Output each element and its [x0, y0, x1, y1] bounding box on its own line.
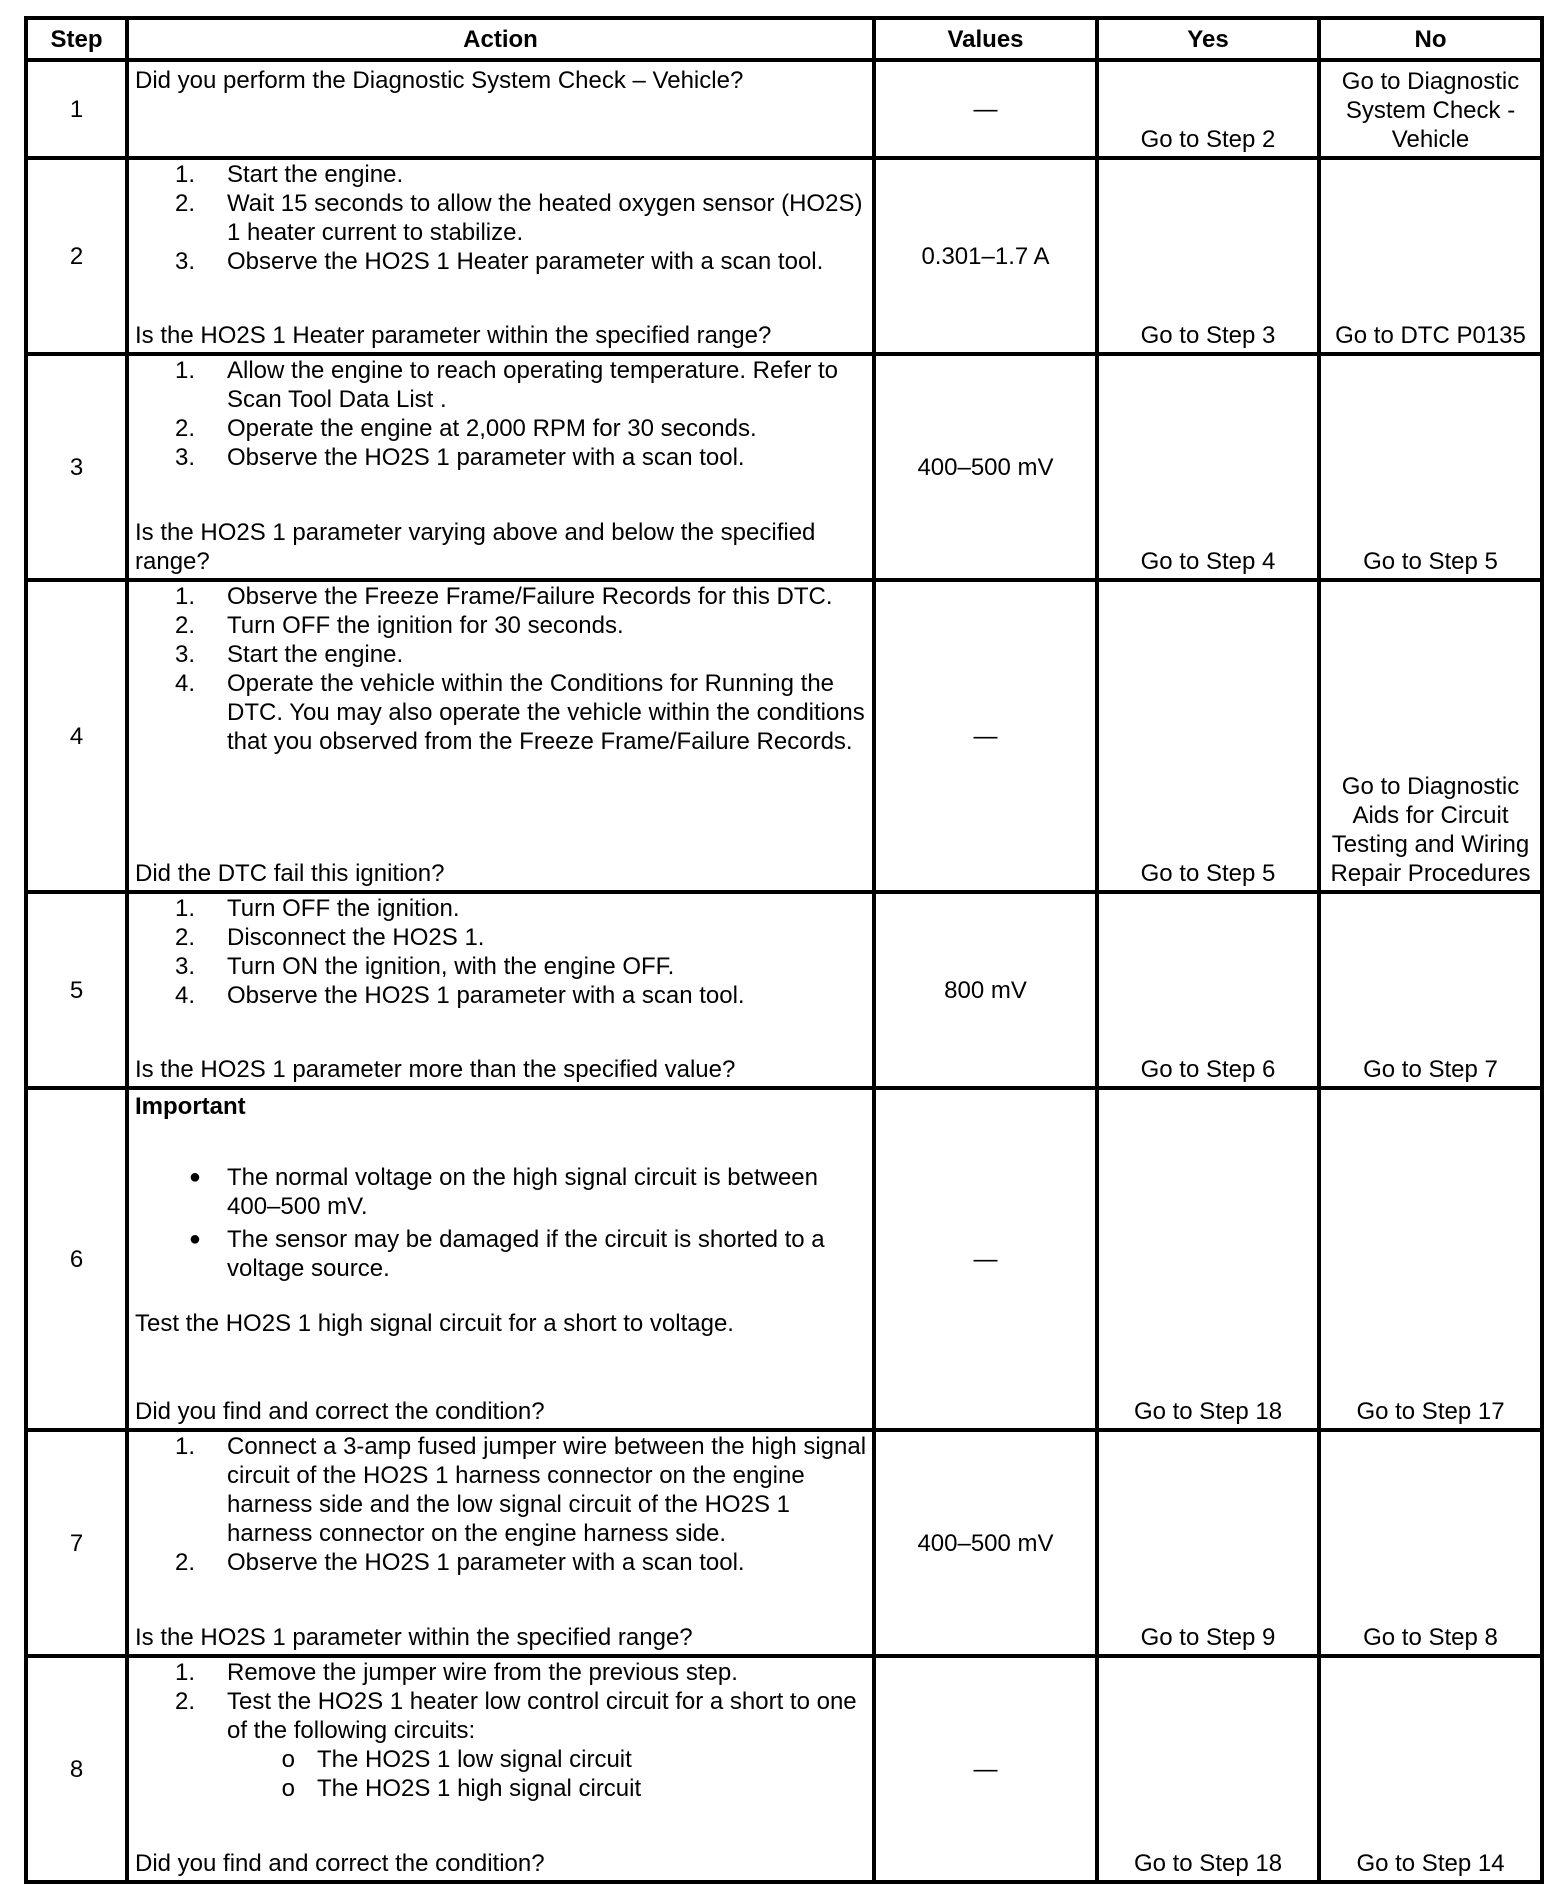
action-cell [127, 60, 874, 158]
table-row [26, 892, 1542, 1088]
header-values: Values [874, 18, 1097, 60]
header-step: Step [26, 18, 127, 60]
step-list [135, 1658, 868, 1745]
question-text: Is the HO2S 1 Heater parameter within the specified range? [135, 322, 772, 349]
yes-cell: Go to Step 3 [1097, 158, 1319, 354]
action-cell [127, 1430, 874, 1656]
bullet-icon: ● [188, 1166, 201, 1188]
values-cell: 400–500 mV [874, 354, 1097, 580]
list-item: 1. Remove the jumper wire from the previous step. [174, 1659, 738, 1686]
no-cell: Go to Step 5 [1319, 354, 1542, 580]
table-row [26, 1656, 1542, 1882]
question-text: Did you perform the Diagnostic System Check – Vehicle? [135, 67, 744, 94]
list-item: 2. Operate the engine at 2,000 RPM for 30 seconds. [174, 415, 757, 442]
diagnostic-table [24, 16, 1544, 1884]
list-item: 3. Turn ON the ignition, with the engine OFF. [174, 953, 675, 980]
list-item: 2. Test the HO2S 1 heater low control circuit for a short to one of the following circuits: [174, 1688, 857, 1744]
table-row [26, 158, 1542, 354]
step-list [135, 582, 868, 756]
action-cell [127, 354, 874, 580]
question-text: Did you find and correct the condition? [135, 1850, 545, 1877]
table-row [26, 60, 1542, 158]
action-cell [127, 1088, 874, 1430]
values-cell: 400–500 mV [874, 1430, 1097, 1656]
header-action: Action [127, 18, 874, 60]
list-item: 4. Operate the vehicle within the Conditions for Running the DTC. You may also operate the vehicle within the conditions that you observed from the Freeze Frame/Failure Records. [174, 670, 865, 755]
sub-list [135, 1745, 868, 1803]
step-number: 6 [26, 1088, 127, 1430]
list-item: ● The sensor may be damaged if the circuit is shorted to a voltage source. [135, 1225, 868, 1283]
table-row [26, 354, 1542, 580]
list-item: 1. Connect a 3-amp fused jumper wire between the high signal circuit of the HO2S 1 harness connector on the engine harness side and the low signal circuit of the HO2S 1 harness connector on the engine harness side. [174, 1433, 867, 1547]
no-cell: Go to Diagnostic System Check - Vehicle [1319, 60, 1542, 158]
values-cell: 0.301–1.7 A [874, 158, 1097, 354]
yes-cell: Go to Step 2 [1097, 60, 1319, 158]
list-item: 1. Allow the engine to reach operating temperature. Refer to Scan Tool Data List . [174, 357, 839, 413]
yes-cell: Go to Step 5 [1097, 580, 1319, 892]
list-item: 3. Observe the HO2S 1 parameter with a scan tool. [174, 444, 745, 471]
no-cell: Go to Step 17 [1319, 1088, 1542, 1430]
no-cell: Go to Step 7 [1319, 892, 1542, 1088]
list-item: 4. Observe the HO2S 1 parameter with a scan tool. [174, 982, 745, 1009]
list-item: o The HO2S 1 low signal circuit [135, 1745, 868, 1774]
list-item: 2. Observe the HO2S 1 parameter with a scan tool. [174, 1549, 745, 1576]
header-no: No [1319, 18, 1542, 60]
values-cell: — [874, 1088, 1097, 1430]
header-row [26, 18, 1542, 60]
no-cell: Go to Step 14 [1319, 1656, 1542, 1882]
action-cell [127, 580, 874, 892]
table-row [26, 1430, 1542, 1656]
question-text: Is the HO2S 1 parameter varying above and below the specified range? [135, 519, 816, 575]
values-cell: 800 mV [874, 892, 1097, 1088]
list-item: 1. Start the engine. [174, 161, 404, 188]
step-number: 8 [26, 1656, 127, 1882]
action-cell [127, 1656, 874, 1882]
list-item: 2. Wait 15 seconds to allow the heated oxygen sensor (HO2S) 1 heater current to stabilize. [174, 190, 863, 246]
values-cell: — [874, 580, 1097, 892]
yes-cell: Go to Step 6 [1097, 892, 1319, 1088]
values-cell: — [874, 60, 1097, 158]
action-cell [127, 158, 874, 354]
values-cell: — [874, 1656, 1097, 1882]
circle-bullet-icon: o [281, 1746, 295, 1773]
table-row [26, 580, 1542, 892]
yes-cell: Go to Step 18 [1097, 1656, 1319, 1882]
step-number: 5 [26, 892, 127, 1088]
step-number: 3 [26, 354, 127, 580]
no-cell: Go to Diagnostic Aids for Circuit Testing and Wiring Repair Procedures [1319, 580, 1542, 892]
list-item: 3. Observe the HO2S 1 Heater parameter with a scan tool. [174, 248, 824, 275]
question-text: Did you find and correct the condition? [135, 1398, 545, 1425]
test-instruction: Test the HO2S 1 high signal circuit for a short to voltage. [135, 1310, 734, 1337]
step-number: 1 [26, 60, 127, 158]
no-cell: Go to Step 8 [1319, 1430, 1542, 1656]
step-list [135, 160, 868, 276]
list-item: ● The normal voltage on the high signal circuit is between 400–500 mV. [135, 1163, 868, 1221]
question-text: Is the HO2S 1 parameter within the specified range? [135, 1624, 693, 1651]
step-list [135, 894, 868, 1010]
list-item: 1. Observe the Freeze Frame/Failure Records for this DTC. [174, 583, 833, 610]
list-item: 1. Turn OFF the ignition. [174, 895, 460, 922]
step-number: 7 [26, 1430, 127, 1656]
no-cell: Go to DTC P0135 [1319, 158, 1542, 354]
step-list [135, 356, 868, 472]
important-heading: Important [135, 1093, 246, 1120]
yes-cell: Go to Step 9 [1097, 1430, 1319, 1656]
step-number: 4 [26, 580, 127, 892]
list-item: o The HO2S 1 high signal circuit [135, 1774, 868, 1803]
circle-bullet-icon: o [281, 1775, 295, 1802]
list-item: 2. Turn OFF the ignition for 30 seconds. [174, 612, 624, 639]
list-item: 2. Disconnect the HO2S 1. [174, 924, 485, 951]
step-list [135, 1432, 868, 1577]
bullet-icon: ● [188, 1228, 201, 1250]
table-row [26, 1088, 1542, 1430]
important-list [135, 1163, 868, 1283]
action-cell [127, 892, 874, 1088]
yes-cell: Go to Step 4 [1097, 354, 1319, 580]
list-item: 3. Start the engine. [174, 641, 404, 668]
header-yes: Yes [1097, 18, 1319, 60]
step-number: 2 [26, 158, 127, 354]
question-text: Did the DTC fail this ignition? [135, 860, 445, 887]
yes-cell: Go to Step 18 [1097, 1088, 1319, 1430]
question-text: Is the HO2S 1 parameter more than the specified value? [135, 1056, 736, 1083]
